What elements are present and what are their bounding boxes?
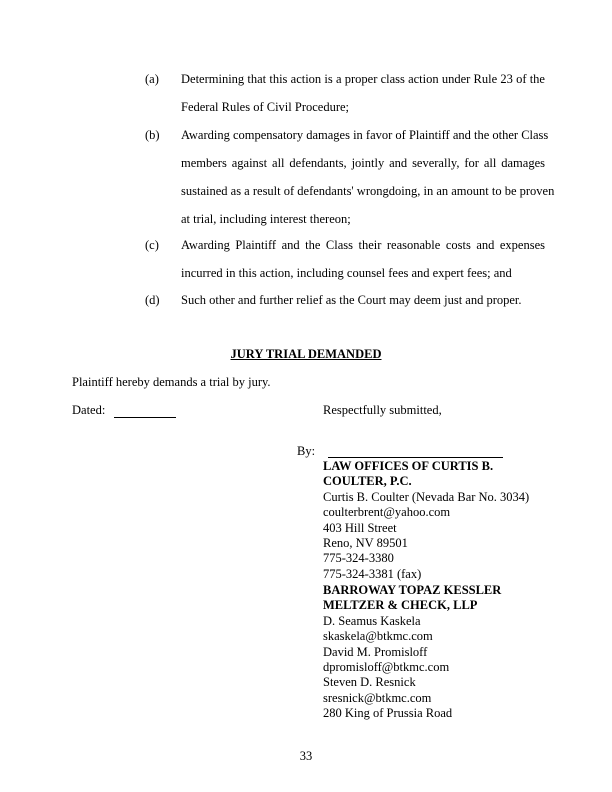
page-number: 33 [299, 749, 313, 763]
address-city: Reno, NV 89501 [323, 536, 408, 551]
prayer-letter: (c) [145, 238, 159, 252]
attorney-email: dpromisloff@btkmc.com [323, 660, 450, 675]
prayer-line: incurred in this action, including counsel fees and expert fees; and [181, 266, 512, 280]
firm-name-line: MELTZER & CHECK, LLP [323, 598, 478, 613]
prayer-line: sustained as a result of defendants' wrongdoing, in an amount to be proven [181, 184, 555, 198]
attorney-detail: Curtis B. Coulter (Nevada Bar No. 3034) [323, 489, 530, 504]
attorney-email: sresnick@btkmc.com [323, 690, 432, 705]
prayer-line: Awarding Plaintiff and the Class their reasonable costs and expenses [181, 238, 545, 252]
attorney-email: coulterbrent@yahoo.com [323, 505, 451, 520]
respectfully-submitted: Respectfully submitted, [323, 403, 442, 417]
prayer-line: Determining that this action is a proper class action under Rule 23 of the [181, 72, 545, 86]
dated-label: Dated: [72, 403, 106, 417]
phone: 775-324-3380 [323, 551, 394, 566]
dated-line [72, 403, 176, 418]
attorney-name: David M. Promisloff [323, 644, 428, 659]
firm-block-coulter [323, 459, 529, 582]
firm-block-barroway [323, 583, 501, 722]
prayer-line: Awarding compensatory damages in favor of Plaintiff and the other Class [181, 128, 549, 142]
by-label: By: [297, 444, 316, 458]
address-street: 403 Hill Street [323, 520, 397, 535]
prayer-line: Such other and further relief as the Court may deem just and proper. [181, 293, 522, 307]
attorney-email: skaskela@btkmc.com [323, 629, 433, 644]
date-blank [114, 404, 176, 418]
attorney-name: D. Seamus Kaskela [323, 613, 421, 628]
signature-line [328, 444, 503, 458]
firm-name-line: LAW OFFICES OF CURTIS B. [323, 459, 494, 473]
prayer-letter: (d) [145, 293, 160, 307]
attorney-name: Steven D. Resnick [323, 675, 416, 690]
prayer-line: members against all defendants, jointly and severally, for all damages [181, 156, 545, 170]
prayer-letter: (a) [145, 72, 159, 86]
fax: 775-324-3381 (fax) [323, 566, 422, 581]
prayer-line: Federal Rules of Civil Procedure; [181, 100, 350, 114]
prayer-letter: (b) [145, 128, 160, 142]
prayer-line: at trial, including interest thereon; [181, 212, 351, 226]
jury-demand-statement: Plaintiff hereby demands a trial by jury. [72, 375, 271, 389]
firm-name-line: BARROWAY TOPAZ KESSLER [323, 583, 502, 597]
firm-name-line: COULTER, P.C. [323, 474, 412, 489]
jury-trial-heading: JURY TRIAL DEMANDED [230, 347, 382, 361]
address-street: 280 King of Prussia Road [323, 706, 453, 721]
